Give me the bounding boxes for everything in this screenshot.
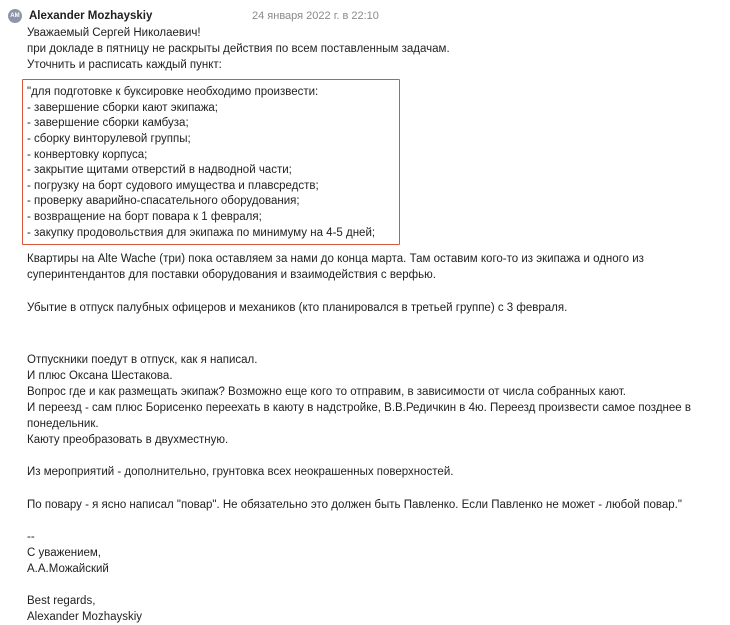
quote-line: - завершение сборки камбуза; bbox=[27, 117, 189, 130]
spacer bbox=[27, 481, 717, 497]
paragraph-line: Из мероприятий - дополнительно, грунтовка всех неокрашенных поверхностей. bbox=[27, 466, 454, 479]
message-header bbox=[8, 8, 722, 24]
paragraph-line: понедельник. bbox=[27, 418, 99, 431]
quote-line: - конвертовку корпуса; bbox=[27, 148, 148, 161]
quote-line: - возвращение на борт повара к 1 февраля; bbox=[27, 211, 262, 224]
paragraph-line: Квартиры на Alte Wache (три) пока оставляем за нами до конца марта. Там оставим кого-то из экипажа и одного из bbox=[27, 253, 644, 266]
spacer bbox=[27, 513, 717, 529]
quote-line: - закрытие щитами отверстий в надводной части; bbox=[27, 164, 292, 177]
highlighted-quote bbox=[22, 79, 400, 245]
quote-line: - погрузку на борт судового имущества и плавсредств; bbox=[27, 179, 319, 192]
signature-line: С уважением, bbox=[27, 546, 101, 559]
message-date: 24 января 2022 г. в 22:10 bbox=[252, 10, 379, 22]
signature-line: А.А.Можайский bbox=[27, 563, 109, 575]
greeting-line: Уточнить и расписать каждый пункт: bbox=[27, 59, 222, 72]
signature-line: -- bbox=[27, 530, 35, 543]
spacer bbox=[27, 316, 717, 348]
sender-avatar[interactable]: AM bbox=[8, 9, 22, 23]
spacer bbox=[27, 448, 717, 464]
paragraph-line: По повару - я ясно написал "повар". Не обязательно это должен быть Павленко. Если Павленко не может - любой повар." bbox=[27, 498, 682, 511]
paragraph-line: Отпускники поедут в отпуск, как я написал. bbox=[27, 353, 258, 366]
quote-line: - закупку продовольствия для экипажа по минимуму на 4-5 дней; bbox=[27, 226, 376, 239]
message-body bbox=[27, 25, 717, 625]
spacer bbox=[27, 283, 717, 299]
quote-line: - завершение сборки кают экипажа; bbox=[27, 101, 218, 114]
signature-line: Best regards, bbox=[27, 595, 96, 608]
signature-line: Alexander Mozhayskiy bbox=[27, 611, 143, 624]
paragraph-line: суперинтендантов для поставки оборудования и взаимодействия с верфью. bbox=[27, 269, 436, 282]
quote-line: "для подготовке к буксировке необходимо произвести: bbox=[27, 86, 319, 99]
quote-line: - проверку аварийно-спасательного оборудования; bbox=[27, 195, 300, 208]
quote-line: - сборку винторулевой группы; bbox=[27, 133, 191, 146]
spacer bbox=[27, 577, 717, 593]
sender-name[interactable]: Alexander Mozhayskiy bbox=[29, 10, 153, 22]
greeting-line: при докладе в пятницу не раскрыты действия по всем поставленным задачам. bbox=[27, 43, 450, 56]
paragraph-line: Вопрос где и как размещать экипаж? Возможно еще кого то отправим, в зависимости от числа собранных кают. bbox=[27, 385, 626, 398]
paragraph-line: И переезд - сам плюс Борисенко переехать в каюту в надстройке, В.В.Редичкин в 4ю. Переезд произвести самое позднее в bbox=[27, 402, 691, 415]
paragraph-line: И плюс Оксана Шестакова. bbox=[27, 369, 173, 382]
greeting-line: Уважаемый Сергей Николаевич! bbox=[27, 27, 201, 39]
paragraph-line: Каюту преобразовать в двухместную. bbox=[27, 434, 229, 447]
paragraph-line: Убытие в отпуск палубных офицеров и механиков (кто планировался в третьей группе) с 3 февраля. bbox=[27, 301, 568, 314]
